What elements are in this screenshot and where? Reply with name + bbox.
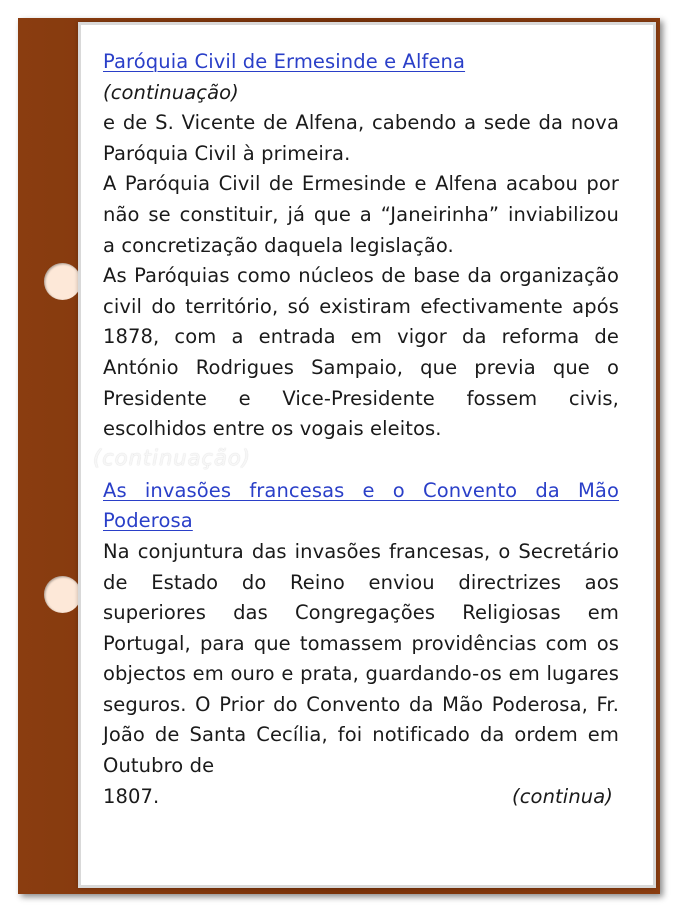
ghost-watermark-text: (continuação) <box>93 446 251 470</box>
section2-paragraph: Na conjuntura das invasões francesas, o Secretário de Estado do Reino enviou directrizes aos superiores das Congregações Religiosas em Portugal, para que tomassem providências com os objectos em ouro e prata, guardando-os em lugares seguros. O Prior do Convento da Mão Poderosa, Fr. João de Santa Cecília, foi notificado da ordem em Outubro de <box>103 539 619 778</box>
section1-paragraph-3: As Paróquias como núcleos de base da organização civil do território, só existiram efectivamente após 1878, com a entrada em vigor da reforma de António Rodrigues Sampaio, que previa que o Presidente e Vice-Presidente fossem civis, escolhidos entre os vogais eleitos. <box>103 264 619 441</box>
continues-note: (continua) <box>512 784 613 808</box>
document-content <box>103 47 619 812</box>
section1-title[interactable]: Paróquia Civil de Ermesinde e Alfena <box>103 50 466 73</box>
section-gap <box>103 445 619 476</box>
binder-ring-hole-top <box>44 263 81 300</box>
section2-title[interactable]: As invasões francesas e o Convento da Mão Poderosa <box>103 478 619 533</box>
section1-subtitle: (continuação) <box>103 80 239 104</box>
binder-ring-hole-bottom <box>44 576 81 613</box>
section2-final-line <box>103 782 619 813</box>
section1-paragraph-1: e de S. Vicente de Alfena, cabendo a sede da nova Paróquia Civil à primeira. <box>103 111 619 165</box>
section2-last-word: 1807. <box>103 784 160 808</box>
section1-paragraph-2: A Paróquia Civil de Ermesinde e Alfena acabou por não se constituir, já que a “Janeirinha” inviabilizou a concretização daquela legislação. <box>103 172 619 257</box>
